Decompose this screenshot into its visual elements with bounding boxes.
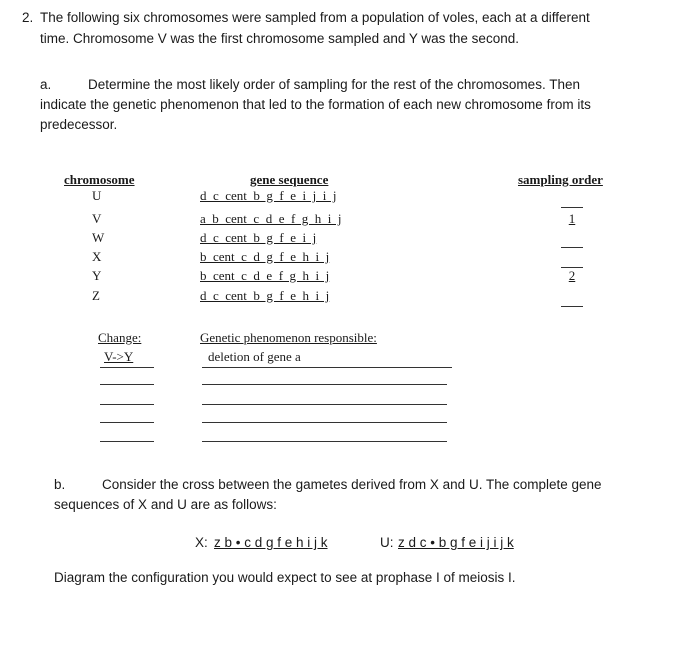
phenomenon-blank[interactable] — [202, 384, 447, 385]
gene-sequence: b cent c d g f e h i j — [200, 249, 330, 264]
change-underline — [100, 367, 154, 368]
order-value[interactable]: 1 — [568, 211, 576, 226]
chromosome-label: U — [92, 188, 102, 203]
phenomenon-blank[interactable] — [202, 441, 447, 442]
header-phenomenon: Genetic phenomenon responsible: — [200, 330, 377, 345]
change-blank[interactable] — [100, 384, 154, 385]
u-sequence: z d c • b g f e i j i j k — [398, 535, 514, 550]
diagram-prompt: Diagram the configuration you would expect to see at prophase I of meiosis I. — [54, 570, 516, 585]
phenomenon-blank[interactable] — [202, 422, 447, 423]
chromosome-label: Z — [92, 288, 100, 303]
phenomenon-blank[interactable] — [202, 404, 447, 405]
part-a-line-2: indicate the genetic phenomenon that led to the formation of each new chromosome from its — [40, 97, 591, 112]
order-blank[interactable] — [561, 247, 583, 248]
phenomenon-entry[interactable]: deletion of gene a — [208, 349, 301, 364]
header-gene-sequence: gene sequence — [250, 172, 329, 187]
chromosome-label: W — [92, 230, 105, 245]
change-entry[interactable]: V->Y — [104, 349, 134, 364]
header-sampling-order: sampling order — [518, 172, 603, 187]
gene-sequence: a b cent c d e f g h i j — [200, 211, 342, 226]
part-a-line-1: Determine the most likely order of sampling for the rest of the chromosomes. Then — [88, 77, 580, 92]
chromosome-label: Y — [92, 268, 102, 283]
x-label: X: — [195, 535, 208, 550]
part-b-line-1: Consider the cross between the gametes derived from X and U. The complete gene — [102, 477, 602, 492]
gene-sequence: d c cent b g f e h i j — [200, 288, 330, 303]
gene-sequence: d c cent b g f e i j — [200, 230, 317, 245]
order-blank[interactable] — [561, 306, 583, 307]
phenomenon-underline — [202, 367, 452, 368]
order-value[interactable]: 2 — [568, 268, 576, 283]
u-label: U: — [380, 535, 394, 550]
chromosome-label: V — [92, 211, 102, 226]
part-b-line-2: sequences of X and U are as follows: — [54, 497, 277, 512]
part-a-label: a. — [40, 77, 52, 92]
part-a-line-3: predecessor. — [40, 117, 118, 132]
x-sequence: z b • c d g f e h i j k — [214, 535, 328, 550]
chromosome-label: X — [92, 249, 102, 264]
change-blank[interactable] — [100, 422, 154, 423]
change-blank[interactable] — [100, 441, 154, 442]
header-chromosome: chromosome — [64, 172, 135, 187]
order-blank[interactable] — [561, 207, 583, 208]
gene-sequence: d c cent b g f e i j i j — [200, 188, 337, 203]
gene-sequence: b cent c d e f g h i j — [200, 268, 330, 283]
intro-line-1: The following six chromosomes were sampled from a population of voles, each at a different — [40, 10, 590, 25]
change-blank[interactable] — [100, 404, 154, 405]
question-number: 2. — [22, 10, 34, 25]
header-change: Change: — [98, 330, 142, 345]
intro-line-2: time. Chromosome V was the first chromosome sampled and Y was the second. — [40, 31, 519, 46]
part-b-label: b. — [54, 477, 66, 492]
